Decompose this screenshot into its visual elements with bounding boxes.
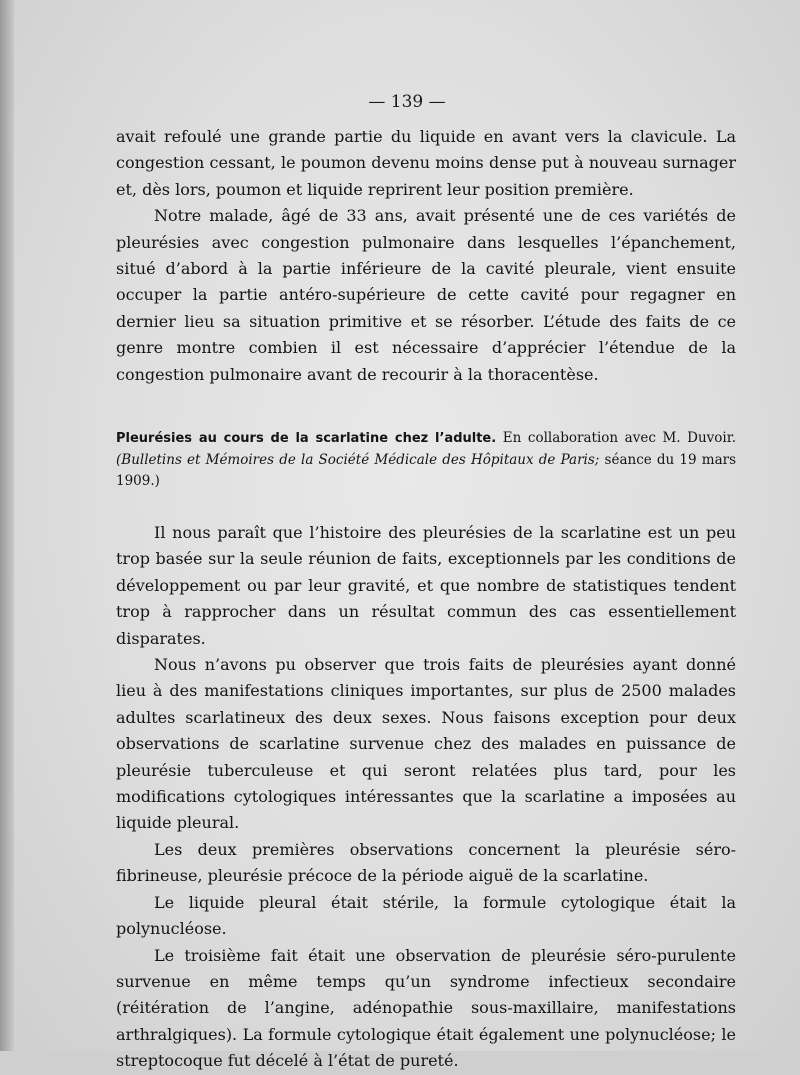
scan-edge [0,0,14,1051]
paragraph: avait refoulé une grande partie du liquide en avant vers la clavicule. La congestion cessant, le poumon devenu moins dense put à nouveau surnager et, dès lors, poumon et liquide reprirent leur position première. [116,127,736,199]
paragraph: Notre malade, âgé de 33 ans, avait présenté une de ces variétés de pleurésies avec congestion pulmonaire dans lesquelles l’épanchement, situé d’abord à la partie inférieure de la cavité pleurale, vient ensuite occuper la partie antéro-supérieure de cette cavité pour regagner en dernier lieu sa situation primitive et se résorber. L’étude des faits de ce genre montre combien il est nécessaire d’apprécier l’étendue de la congestion pulmonaire avant de recourir à la thoracentèse. [116,206,736,384]
paragraph: Le troisième fait était une observation de pleurésie séro-purulente survenue en même temps qu’un syndrome infectieux secondaire (réitération de l’angine, adénopathie sous-maxillaire, manifestations arthralgiques). La formule cytologique était également une polynucléose; le streptocoque fut décelé à l’état de pureté. [116,945,736,1071]
reference-title: Pleurésies au cours de la scarlatine chez l’adulte. [116,431,497,446]
book-page [14,0,800,1071]
section-1 [116,124,736,388]
reference-authors: En collaboration avec M. Duvoir. [502,430,736,446]
paragraph: Il nous paraît que l’histoire des pleurésies de la scarlatine est un peu trop basée sur la seule réunion de faits, exceptionnels par les conditions de développement ou par leur gravité, et que nombre de statistiques tendent trop à rapprocher dans un résultat commun des cas essentiellement disparates. [116,523,736,648]
paragraph: Les deux premières observations concernent la pleurésie séro-fibrineuse, pleurésie précoce de la période aiguë de la scarlatine. [116,839,736,886]
reference-journal: (Bulletins et Mémoires de la Société Médicale des Hôpitaux de Paris; [116,451,600,468]
section-2 [116,520,736,1075]
paragraph: Le liquide pleural était stérile, la formule cytologique était la polynucléose. [116,892,736,939]
reference-details: séance du 19 mars 1909.) [116,451,736,489]
page-number: — 139 — [368,92,446,112]
paragraph: Nous n’avons pu observer que trois faits de pleurésies ayant donné lieu à des manifestations cliniques importantes, sur plus de 2500 malades adultes scarlatineux des deux sexes. Nous faisons exception pour deux observations de scarlatine survenue chez des malades en puissance de pleurésie tuberculeuse et qui seront relatées plus tard, pour les modifications cytologiques intéressantes que la scarlatine a imposées au liquide pleural. [116,655,736,833]
reference-block [116,428,736,493]
